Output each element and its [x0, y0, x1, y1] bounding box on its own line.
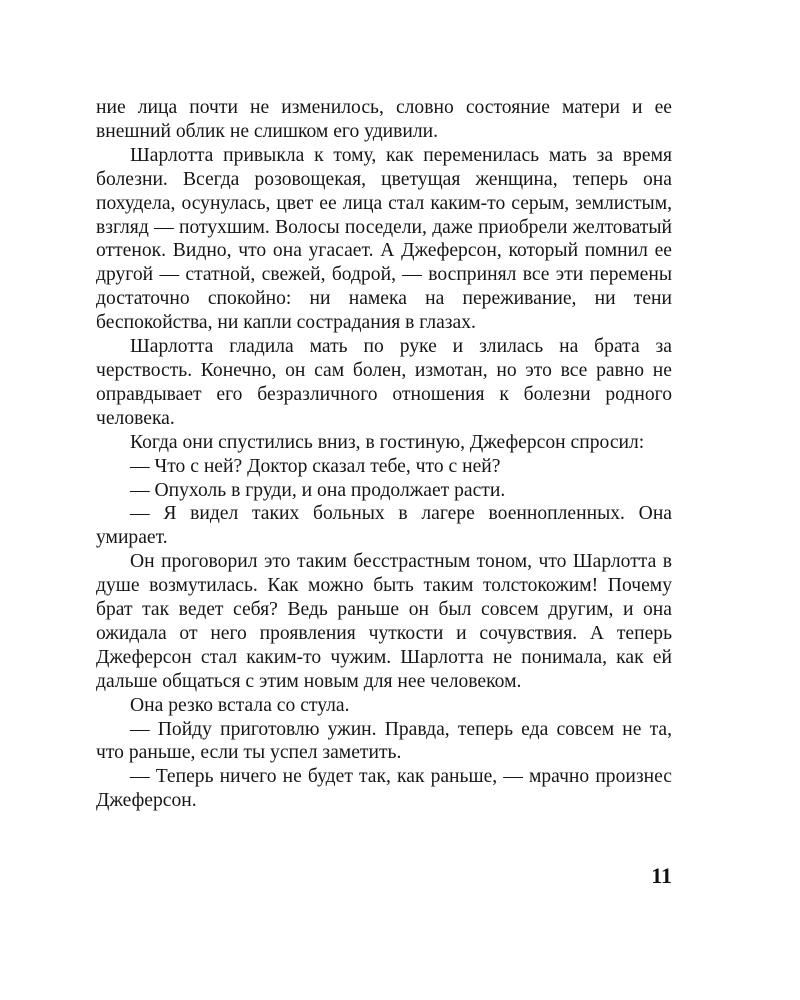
paragraph: Он проговорил это таким бесстрастным тоном, что Шарлотта в душе возмутилась. Как можно быть таким толстокожим! Почему брат так ведет себя? Ведь раньше он был совсем другим, и она ожидала от него проявления чуткости и сочувствия. А теперь Джеферсон стал каким-то чужим. Шарлотта не понимала, как ей дальше общаться с этим новым для нее человеком.	[96, 551, 672, 692]
page-number: 11	[651, 863, 672, 888]
paragraph: Шарлотта привыкла к тому, как переменилась мать за время болезни. Всегда розовощекая, цветущая женщина, теперь она похудела, осунулась, цвет ее лица стал каким-то серым, землистым, взгляд — потухшим. Волосы поседели, даже приобрели желтоватый оттенок. Видно, что она угасает. А Джеферсон, который помнил ее другой — статной, свежей, бодрой, — воспринял все эти перемены достаточно спокойно: ни намека на переживание, ни тени беспокойства, ни капли сострадания в глазах.	[96, 144, 672, 334]
paragraph: ние лица почти не изменилось, словно состояние матери и ее внешний облик не слишком его удивили.	[96, 97, 672, 142]
paragraph: Когда они спустились вниз, в гостиную, Джеферсон спросил:	[130, 431, 645, 453]
paragraph: Шарлотта гладила мать по руке и злилась на брата за черствость. Конечно, он сам болен, измотан, но это все равно не оправдывает его безразличного отношения к болезни родного человека.	[96, 336, 672, 429]
paragraph: Она резко встала со стула.	[130, 694, 350, 716]
paragraph: — Я видел таких больных в лагере военнопленных. Она умирает.	[96, 503, 672, 549]
paragraph: — Что с ней? Доктор сказал тебе, что с ней?	[130, 455, 501, 477]
paragraph: — Теперь ничего не будет так, как раньше, — мрачно произнес Джеферсон.	[96, 766, 672, 812]
paragraph: — Пойду приготовлю ужин. Правда, теперь еда совсем не та, что раньше, если ты успел заметить.	[96, 718, 672, 764]
page-text	[96, 96, 672, 813]
paragraph: — Опухоль в груди, и она продолжает расти.	[130, 479, 506, 501]
